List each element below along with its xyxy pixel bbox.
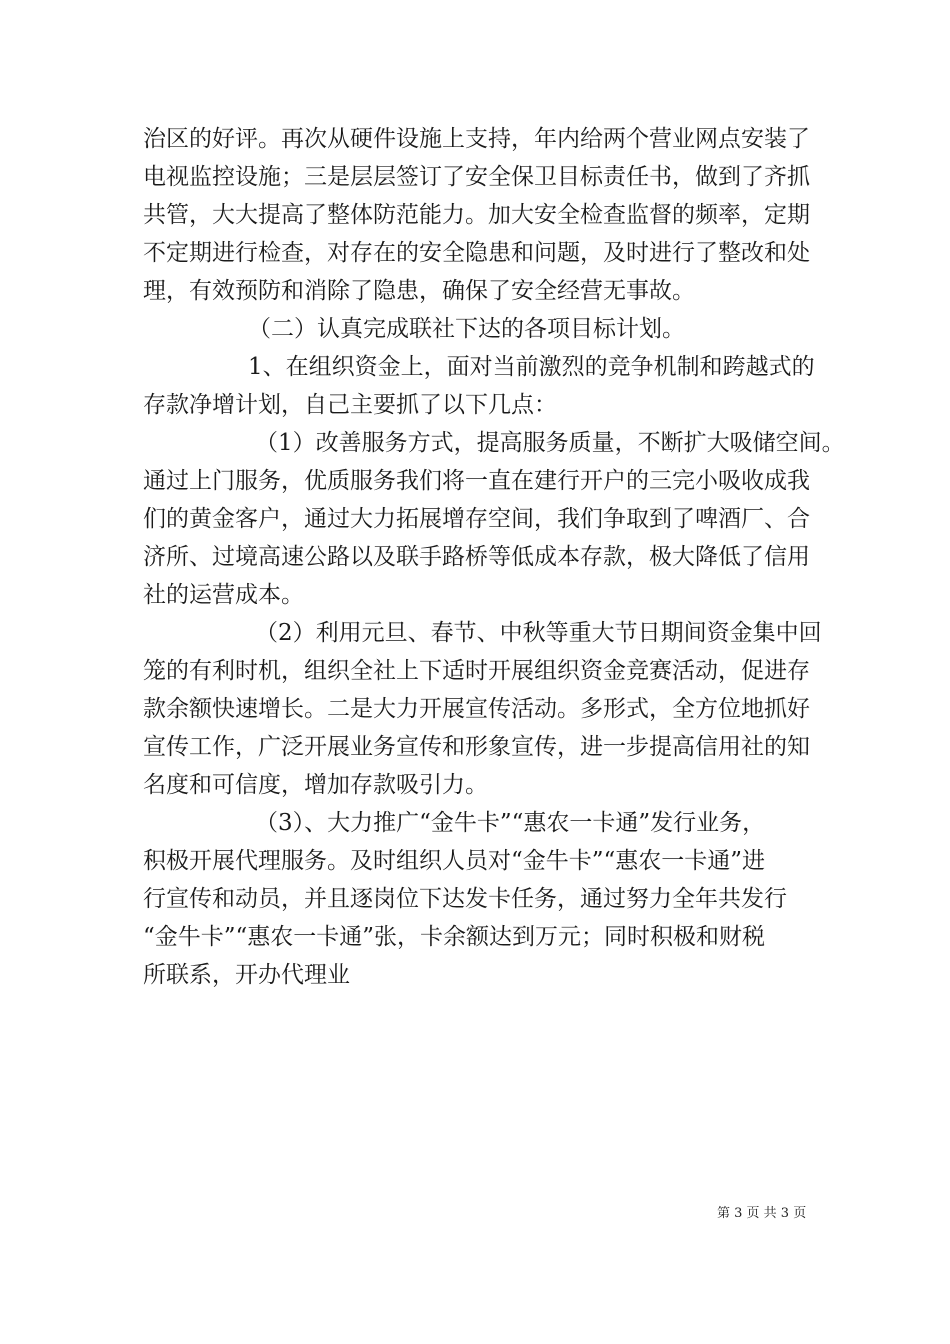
body-text-line: （2）利用元旦、春节、中秋等重大节日期间资金集中回 (255, 620, 822, 646)
body-text-line: 名度和可信度，增加存款吸引力。 (143, 772, 488, 798)
body-text-line: 笼的有利时机，组织全社上下适时开展组织资金竞赛活动，促进存 (143, 658, 810, 684)
body-text-line: 存款净增计划，自己主要抓了以下几点： (143, 392, 557, 418)
body-text-line: 通过上门服务，优质服务我们将一直在建行开户的三完小吸收成我 (143, 468, 810, 494)
body-text-line: 不定期进行检查，对存在的安全隐患和问题，及时进行了整改和处 (143, 240, 810, 266)
body-text-line: 积极开展代理服务。及时组织人员对“金牛卡”“惠农一卡通”进 (143, 848, 766, 874)
body-text-line: 宣传工作，广泛开展业务宣传和形象宣传，进一步提高信用社的知 (143, 734, 810, 760)
body-text-line: 济所、过境高速公路以及联手路桥等低成本存款，极大降低了信用 (143, 544, 810, 570)
body-text-line: （3）、大力推广“金牛卡”“惠农一卡通”发行业务， (255, 810, 766, 836)
section-heading: （二）认真完成联社下达的各项目标计划。 (248, 316, 685, 342)
body-text-line: 理，有效预防和消除了隐患，确保了安全经营无事故。 (143, 278, 695, 304)
body-text-line: 所联系，开办代理业 (143, 962, 350, 988)
body-text-line: 社的运营成本。 (143, 582, 304, 608)
body-text-line: 款余额快速增长。二是大力开展宣传活动。多形式，全方位地抓好 (143, 696, 810, 722)
body-text-line: （1）改善服务方式，提高服务质量，不断扩大吸储空间。 (255, 430, 845, 456)
body-text-line: 电视监控设施；三是层层签订了安全保卫目标责任书，做到了齐抓 (143, 164, 810, 190)
body-text-line: 行宣传和动员，并且逐岗位下达发卡任务，通过努力全年共发行 (143, 886, 787, 912)
body-text-line: “金牛卡”“惠农一卡通”张，卡余额达到万元；同时积极和财税 (143, 924, 766, 950)
body-text-line: 共管，大大提高了整体防范能力。加大安全检查监督的频率，定期 (143, 202, 810, 228)
page-number-footer: 第 3 页 共 3 页 (717, 1206, 807, 1221)
body-text-line: 1、在组织资金上，面对当前激烈的竞争机制和跨越式的 (248, 354, 815, 380)
body-text-line: 们的黄金客户，通过大力拓展增存空间，我们争取到了啤酒厂、合 (143, 506, 810, 532)
body-text-line: 治区的好评。再次从硬件设施上支持，年内给两个营业网点安装了 (143, 126, 810, 152)
